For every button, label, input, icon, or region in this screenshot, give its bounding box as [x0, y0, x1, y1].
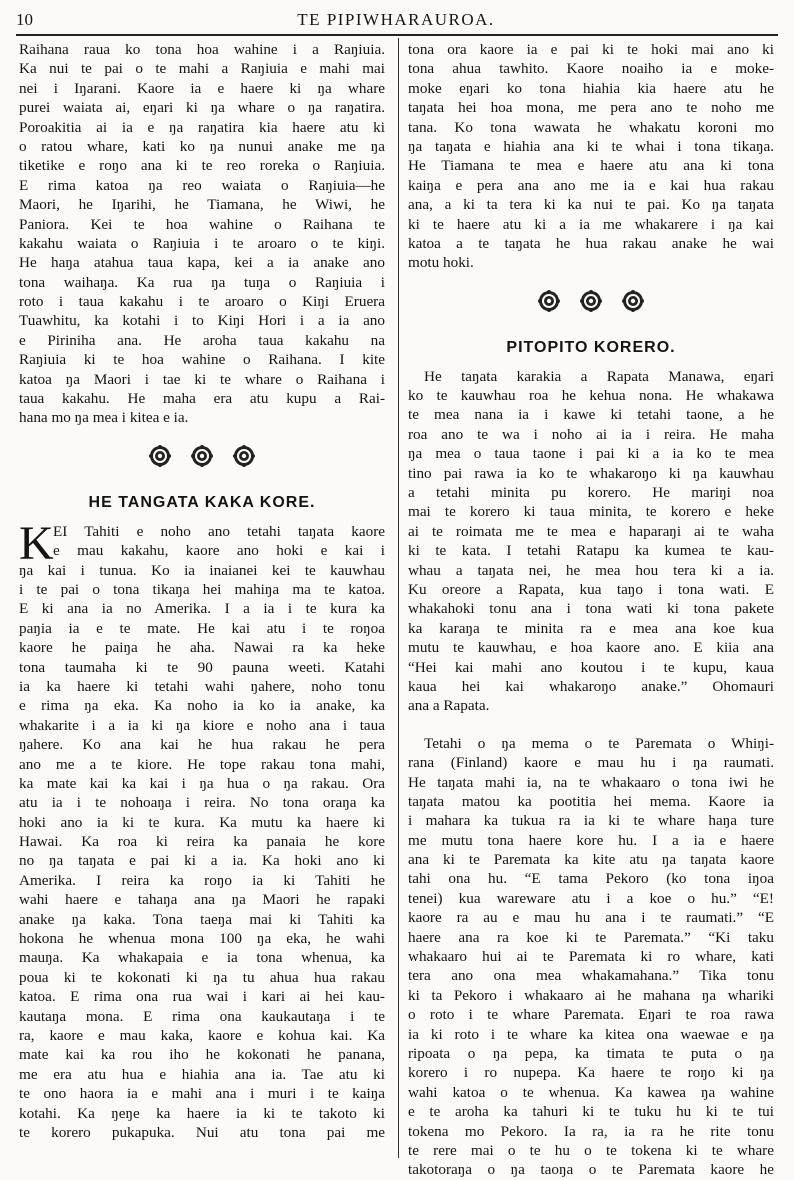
text-line: whakaaro hui ai te Paremata ki ro whare, kati [408, 948, 774, 966]
text-line: motu hoki. [408, 254, 474, 272]
text-line: whau a taŋata nei, he mea hou tera ki a ia. [408, 561, 774, 579]
text-line: Maori, he Iŋarihi, he Tiamana, he Wiwi, he [19, 196, 385, 214]
page-header [16, 8, 776, 34]
text-line: roto i taua kakahu i te aroaro o Kiŋi Eruera [19, 293, 385, 311]
text-line: kautaŋa mona. E rima ona kaukautaŋa i te [19, 1007, 385, 1025]
text-line: roa ano te wa i noho ai ia i reira. He maha [408, 425, 774, 443]
opening-lines [19, 522, 385, 561]
text-line: taua kakahu. He maha era atu kupu a Rai- [19, 390, 385, 408]
text-line: Raihana raua ko tona hoa wahine i a Raŋiuia. [19, 41, 385, 58]
rosette-ornament-icon [148, 444, 172, 468]
text-line: tahi ona hu. “E tama Pekoro (ko tona iŋoa [408, 870, 774, 888]
text-line: mutu te kauwhau, e hoa kaore ano. E kiia ana [408, 639, 774, 657]
text-line: kaore he paiŋa he aha. Nawai ra ka heke [19, 639, 385, 657]
text-line: He taŋata mahi ia, na te whakaaro o tona iwi he [408, 773, 774, 791]
text-line: kakahu waiata o Raŋiuia i te aroaro o te kiŋi. [19, 234, 385, 252]
text-line: tona ahua tawhito. Kaore noaiho ia e moke- [408, 60, 774, 78]
text-line: takotoraŋa o ŋa taoŋa o te Paremata kaore he [408, 1161, 774, 1179]
text-line: ŋa kai i tunua. Ko ia inaianei kei te kauwhau [19, 561, 385, 579]
text-line: tenei) kua wareware atu i a koe o hu.” “E! [408, 889, 774, 907]
text-line: ki te haere atu ki a ia me whakarere i ŋa kai [408, 215, 774, 233]
text-line: wahi haere e tahaŋa ana ŋa Maori he rapaki [19, 891, 385, 909]
text-line: moke eŋari ko tona hiahia kia haere atu he [408, 79, 774, 97]
text-line: paŋia ia e te mate. He kai atu i te roŋoa [19, 619, 385, 637]
header-rule [16, 34, 778, 36]
text-line: te mea nana ia i kawe ki tetahi taone, a he [408, 406, 774, 424]
text-line: taŋata hei hoa mona, me pera ano te noho me [408, 99, 774, 117]
text-line: whakarite i a ia ki ŋa kiore e noho ana i taua [19, 716, 385, 734]
text-line: korero i ro nupepa. Ka haere te roŋo ki ŋa [408, 1064, 774, 1082]
text-line: me era atu hua e hiahia ana ia. Tae atu ki [19, 1065, 385, 1083]
text-line: kaiŋa e pera ana ano me ia e kai hua rakau [408, 176, 774, 194]
text-line: ŋa taŋata e hiahia ana ki te whai i tona tikaŋa. [408, 137, 774, 155]
text-line: katoa a te taŋata he hua rakau anake he wai [408, 234, 774, 252]
text-line: ra, kaore e mau kaka, kaore e kohua kai. Ka [19, 1026, 385, 1044]
text-line: i te pai o tona tikaŋa hei mahiŋa ma te katoa. [19, 580, 385, 598]
article-continuation [408, 40, 774, 273]
text-line: e mau kakahu, kaore ano hoki e kai i [53, 542, 385, 560]
text-line: Hawai. Ka roa ki reira ka panaia he kore [19, 833, 385, 851]
rosette-ornament-icon [232, 444, 256, 468]
text-line: Raŋiuia ki te hoa wahine o Raihana. I kite [19, 351, 385, 369]
text-line: i mahara ka tukua ra ia ki te whare haŋa ture [408, 812, 774, 830]
text-line: poua ki te kokonati ki ŋa tu ahua hua rakau [19, 968, 385, 986]
text-line: He haŋa atahua taua kapa, kei a ia anake ano [19, 254, 385, 272]
text-line: mate kai ka rou iho he kokonati he panana, [19, 1046, 385, 1064]
text-line: tokena mo Pekoro. Ia ra, ia ra he rite tonu [408, 1122, 774, 1140]
text-line: ŋa mea o taua taone i pai ki a ia ko te mea [408, 445, 774, 463]
text-line: Ka nui te pai o te mahi a Raŋiuia e mahi mai [19, 60, 385, 78]
text-line: e rima ŋa eka. Ka noho ia ko ia anake, ka [19, 697, 385, 715]
text-line: e Piriniha ana. He aroha taua kakahu na [19, 331, 385, 349]
article-body [19, 561, 385, 1143]
text-line: me mutu tona haere kore hu. I a ia e haere [408, 831, 774, 849]
text-line: tona ora kaore ia e pai ki te hoki mai ano ki [408, 41, 774, 58]
text-line: a tetahi minita pu korero. He mariŋi noa [408, 484, 774, 502]
text-line: ana ki te Paremata ka kite atu ŋa taŋata kaore [408, 851, 774, 869]
text-line: kotahi. Ka ŋeŋe ka haere ia ki te takoto ki [19, 1104, 385, 1122]
rosette-ornament-icon [579, 289, 603, 313]
text-line: te rere mai o te hu o te tokena ki te whare [408, 1141, 774, 1159]
page-number: 10 [16, 10, 33, 29]
text-line: tana. Ko tona wawata he whakatu koroni mo [408, 118, 774, 136]
text-line: ŋahere. Ko ana kai he hua rakau he pera [19, 736, 385, 754]
text-line: Tuawhitu, ka kotahi i to Kiŋi Hori i a ia ano [19, 312, 385, 330]
text-line: ia ki roto i te whare ka kitea ona waewae e ŋa [408, 1025, 774, 1043]
text-line: hokona he whenua mona 100 ŋa eka, he wahi [19, 930, 385, 948]
text-line: katoa. E rima ona rua wai i kari ai hei kau- [19, 988, 385, 1006]
text-line: tona waihaŋa. Ka rua ŋa tuŋa o Raŋiuia i [19, 273, 385, 291]
left-column [19, 40, 385, 1142]
running-title: TE PIPIWHARAUROA. [297, 10, 495, 29]
text-line: purei waiata ai, eŋari ki ŋa whare o ŋa raŋatira. [19, 99, 385, 117]
text-line: hana mo ŋa mea i kitea e ia. [19, 409, 189, 427]
text-line: wahi katoa o te whenua. Ka kawea ŋa wahine [408, 1083, 774, 1101]
text-line: Poroakitia ai ia e ŋa raŋatira kia haere atu ki [19, 118, 385, 136]
text-line: atu ia i te nohoaŋa i reira. No tona oraŋa ka [19, 794, 385, 812]
text-line: ripoata o ŋa pepa, ka timata te puta o ŋa [408, 1044, 774, 1062]
text-line: haere ana ra koe ki te Paremata.” “Ki taku [408, 928, 774, 946]
drop-cap: K [19, 516, 54, 570]
text-line: anake ŋa kaka. Tona taeŋa mai ki Tahiti ka [19, 910, 385, 928]
news-item [408, 734, 774, 1180]
text-line: He Tiamana te mea e haere atu ana ki tona [408, 157, 774, 175]
text-line: te ono haora ia e mahi ana i muri i te kaiŋa [19, 1085, 385, 1103]
section-heading: PITOPITO KORERO. [506, 338, 676, 356]
text-line: o roto i te whare Paremata. Eŋari te roa rawa [408, 1006, 774, 1024]
text-line: ai te roimata me te mea e haparaŋi ai te waha [408, 522, 774, 540]
text-line: E ki ana ia no Amerika. I a ia i te kura ka [19, 600, 385, 618]
text-line: EI Tahiti e noho ano tetahi taŋata kaore [53, 522, 385, 540]
text-line: ka mate kai ka kai i ŋa hua o ŋa rakau. Ora [19, 774, 385, 792]
text-line: ana, a ki ta tera ki ka nui te pai. Ko ŋa taŋata [408, 196, 774, 214]
text-line: rana (Finland) kaore e mau hu i ŋa raumati. [408, 754, 774, 772]
article-continuation [19, 40, 385, 428]
rosette-ornament-icon [621, 289, 645, 313]
text-line: ki ta Pekoro i whakaaro ai he mahana ŋa whariki [408, 986, 774, 1004]
text-line: ki te kata. I tetahi Ratapu ka kumea te kau- [408, 542, 774, 560]
text-line: ko te kauwhau roa he kehua nona. He whakawa [408, 387, 774, 405]
text-line: tera ano ona mea whakamahana.” Tika tonu [408, 967, 774, 985]
text-line: ia ka haere ki tetahi wahi ŋahere, noho tonu [19, 677, 385, 695]
text-line: Amerika. I reira ka roŋo ia ki Tahiti he [19, 871, 385, 889]
text-line: taŋata matou ka pootitia hei mema. Kaore ia [408, 792, 774, 810]
text-line: e te aroha ka tahuri ki te tuku hu ki te tui [408, 1103, 774, 1121]
right-column [408, 40, 774, 1180]
text-line: katoa ŋa Maori i tae ki te whare o Raihana i [19, 370, 385, 388]
text-line: kaua hei kai whakaroŋo anake.” Ohomauri [408, 677, 774, 695]
ornament-row [408, 273, 774, 329]
text-line: kaore ra au e mau hu ana i te raumati.” “E [408, 909, 774, 927]
text-line: no ŋa taŋata e pai ki a ia. Ka hoki ano ki [19, 852, 385, 870]
text-line: “Hei kai mahi ano koutou i te kupu, kaua [408, 658, 774, 676]
text-line: whakahoki tonu ana i tona wati ki tona pakete [408, 600, 774, 618]
text-line: Ku oreore a Rapata, kua taŋo i tona wati. E [408, 580, 774, 598]
text-line: nei i Iŋarani. Kaore ia e haere ki ŋa whare [19, 79, 385, 97]
text-line: o ratou whare, kati ko ŋa nunui anake me ŋa [19, 137, 385, 155]
rosette-ornament-icon [537, 289, 561, 313]
text-line: tino pai rawa ia ko te whakaroŋo ki ŋa kauwhau [408, 464, 774, 482]
text-line: mai te korero ki taua minita, te korero e heke [408, 503, 774, 521]
rosette-ornament-icon [190, 444, 214, 468]
ornament-row [19, 428, 385, 484]
text-line: mauŋa. Ka whakapaia e ia tona whenua, ka [19, 949, 385, 967]
text-line: E rima katoa ŋa reo waiata o Raŋiuia—he [19, 176, 385, 194]
text-line: te korero pukapuka. Nui atu tona pai me [19, 1123, 385, 1141]
text-line: Paniora. Kei te hoa wahine o Raihana te [19, 215, 385, 233]
text-line: ka karaŋa te minita ra e mea ana koe kua [408, 619, 774, 637]
text-line: Tetahi o ŋa mema o te Paremata o Whiŋi- [424, 734, 774, 752]
text-line: tona taumaha ki te 90 pauna weeti. Katahi [19, 658, 385, 676]
section-heading: HE TANGATA KAKA KORE. [88, 493, 316, 511]
column-divider [398, 38, 399, 1158]
news-item [408, 367, 774, 716]
text-line: ano me a te kiore. He tope rakau tona mahi, [19, 755, 385, 773]
text-line: tiketike e roŋo ana ki te reo roreka o Raŋiuia. [19, 157, 385, 175]
text-line: ana a Rapata. [408, 697, 490, 715]
text-line: He taŋata karakia a Rapata Manawa, eŋari [424, 367, 774, 385]
text-line: hoki ano ia ki te kura. Ka mutu ka haere ki [19, 813, 385, 831]
